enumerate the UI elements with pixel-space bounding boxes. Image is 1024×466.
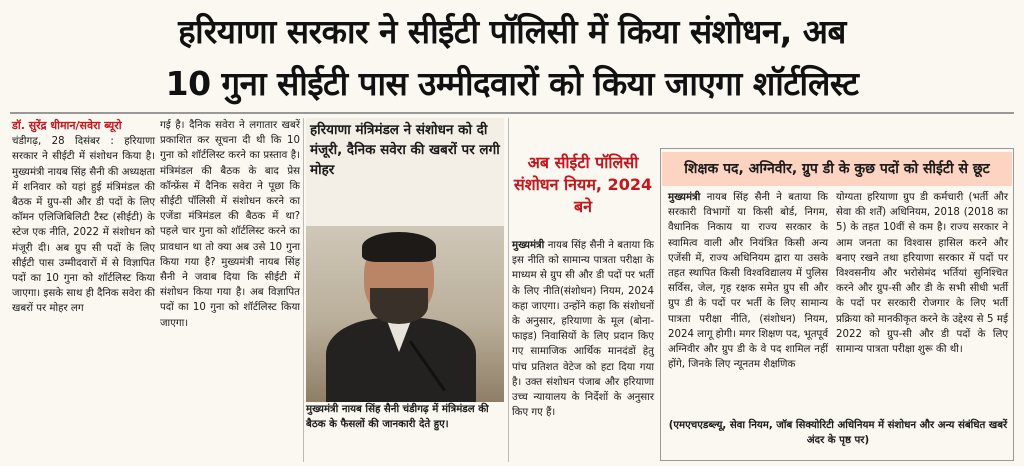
exemption-column-1 bbox=[668, 190, 828, 372]
exemption-text-1: नायब सिंह सैनी ने बताया कि सरकारी विभागों या किसी बोर्ड, निगम, वैधानिक निकाय या राज्य सरकार के स्वामित्व वाली और नियंत्रित किसी अन्य एजेंसी में, राज्य अधिनियम द्वारा या उसके तहत स्थापित किसी विश्वविद्यालय में पुलिस सर्विस, जेल, गृह रक्षक समेत ग्रुप सी और ग्रुप डी के पदों पर भर्ती के लिए सामान्य पात्रता परीक्षा नीति, (संशोधन) नियम, 2024 लागू होगी। मगर शिक्षण पद, भूतपूर्व अग्निवीर और ग्रुप डी के वे पद शामिल नहीं होंगे, जिनके लिए न्यूनतम शैक्षणिक bbox=[668, 192, 829, 371]
exemption-text-2: योग्यता हरियाणा ग्रुप डी कर्मचारी (भर्ती और सेवा की शर्तें) अधिनियम, 2018 (2018 का 5) के तहत 10वीं से कम है। राज्य सरकार ने आम जनता का विश्वास हासिल करने और बनाए रखने तथा हरियाणा सरकार में पदों पर विश्वसनीय और भरोसेमंद भर्तियां सुनिश्चित करने और ग्रुप-सी और डी के सभी सीधी भर्ती के पदों पर सरकारी रोजगार के लिए भर्ती प्रक्रिया को मानकीकृत करने के उद्देश्य से 5 मई 2022 को ग्रुप-सी और डी पदों के लिए सामान्य पात्रता परीक्षा शुरू की थी। bbox=[836, 192, 1008, 356]
photo-caption: मुख्यमंत्री नायब सिंह सैनी चंडीगढ़ में मंत्रिमंडल की बैठक के फैसलों की जानकारी देते हुए। bbox=[306, 404, 489, 430]
headline-line-2: 10 गुना सीईटी पास उम्मीदवारों को किया जाएगा शॉर्टलिस्ट bbox=[165, 64, 859, 103]
article-text-1: चंडीगढ़, 28 दिसंबर : हरियाणा सरकार ने सीईटी में संशोधन किया है। मुख्यमंत्री नायब सिंह सैनी की अध्यक्षता में शनिवार को यहां हुई मंत्रिमंडल की बैठक में ग्रुप-सी और डी पदों के लिए कॉमन एलिजिबिलिटी टैस्ट (सीईटी) के स्टेज एक नीति, 2022 में संशोधन को मंजूरी दी। अब ग्रुप सी पदों के लिए सीईटी पास उम्मीदवारों में से विज्ञापित पदों का 10 गुना को शॉर्टलिस्ट किया जाएगा। इसके साथ ही दैनिक सवेरा की खबरों पर मोहर लग bbox=[12, 136, 155, 315]
exemption-lead: मुख्यमंत्री bbox=[668, 192, 701, 203]
article-text-2: गई है। दैनिक सवेरा ने लगातार खबरें प्रकाशित कर सूचना दी थी कि 10 गुना को शॉर्टलिस्ट करने का प्रस्ताव है। मंत्रिमंडल की बैठक के बाद प्रेस कॉन्फ्रेंस में दैनिक सवेरा ने पूछा कि सीईटी पॉलिसी में संशोधन करने का एजेंडा मंत्रिमंडल की बैठक में था? पहले चार गुना को शॉर्टलिस्ट करने का प्रावधान था तो क्या अब उसे 10 गुना किया गया है? मुख्यमंत्री नायब सिंह सैनी ने जवाब दिया कि सीईटी में संशोधन किया गया है। अब विज्ञापित पदों का 10 गुना को शॉर्टलिस्ट किया जाएगा। bbox=[160, 120, 300, 329]
news-photo bbox=[306, 226, 504, 402]
policy-heading: अब सीईटी पॉलिसी संशोधन नियम, 2024 बने bbox=[513, 153, 653, 216]
column-divider bbox=[508, 118, 509, 462]
headline bbox=[10, 6, 1014, 110]
photo-story-headline: हरियाणा मंत्रिमंडल ने संशोधन को दी मंजूरी, दैनिक सवेरा की खबरों पर लगी मोहर bbox=[306, 118, 504, 226]
article-column-2 bbox=[160, 118, 300, 331]
article-column-1 bbox=[12, 118, 155, 317]
policy-text: नायब सिंह सैनी ने बताया कि इस नीति को सामान्य पात्रता परीक्षा के माध्यम से ग्रुप सी और डी पदों पर भर्ती के लिए नीति(संशोधन) नियम, 2024 कहा जाएगा। उन्होंने कहा कि संशोधनों के अनुसार, हरियाणा के मूल (बोना-फाइड) निवासियों के लिए प्रदान किए गए सामाजिक आर्थिक मानदंडों हेतु पांच प्रतिशत वेटेज को हटा दिया गया है। उक्त संशोधन पंजाब और हरियाणा उच्च न्यायालय के निर्देशों के अनुसार किए गए हैं। bbox=[512, 240, 654, 419]
headline-line-1: हरियाणा सरकार ने सीईटी पॉलिसी में किया संशोधन, अब bbox=[178, 12, 846, 51]
policy-lead: मुख्यमंत्री bbox=[512, 240, 545, 251]
exemption-column-2 bbox=[836, 190, 1008, 357]
photo-hair bbox=[362, 232, 436, 262]
exemption-heading: शिक्षक पद, अग्निवीर, ग्रुप डी के कुछ पदों को सीईटी से छूट bbox=[662, 152, 1012, 186]
exemption-footer: (एमएचएडब्ल्यू, सेवा नियम, जॉब सिक्योरिटी अधिनियम में संशोधन और अन्य संबंधित खबरें अंदर के पृष्ठ पर) bbox=[668, 420, 1008, 446]
policy-column bbox=[512, 238, 654, 420]
byline: डॉ. सुरेंद्र धीमान/सवेरा ब्यूरो bbox=[12, 119, 122, 132]
headline-rule bbox=[10, 112, 1014, 114]
photo-beard bbox=[370, 288, 428, 324]
column-divider bbox=[303, 118, 304, 462]
